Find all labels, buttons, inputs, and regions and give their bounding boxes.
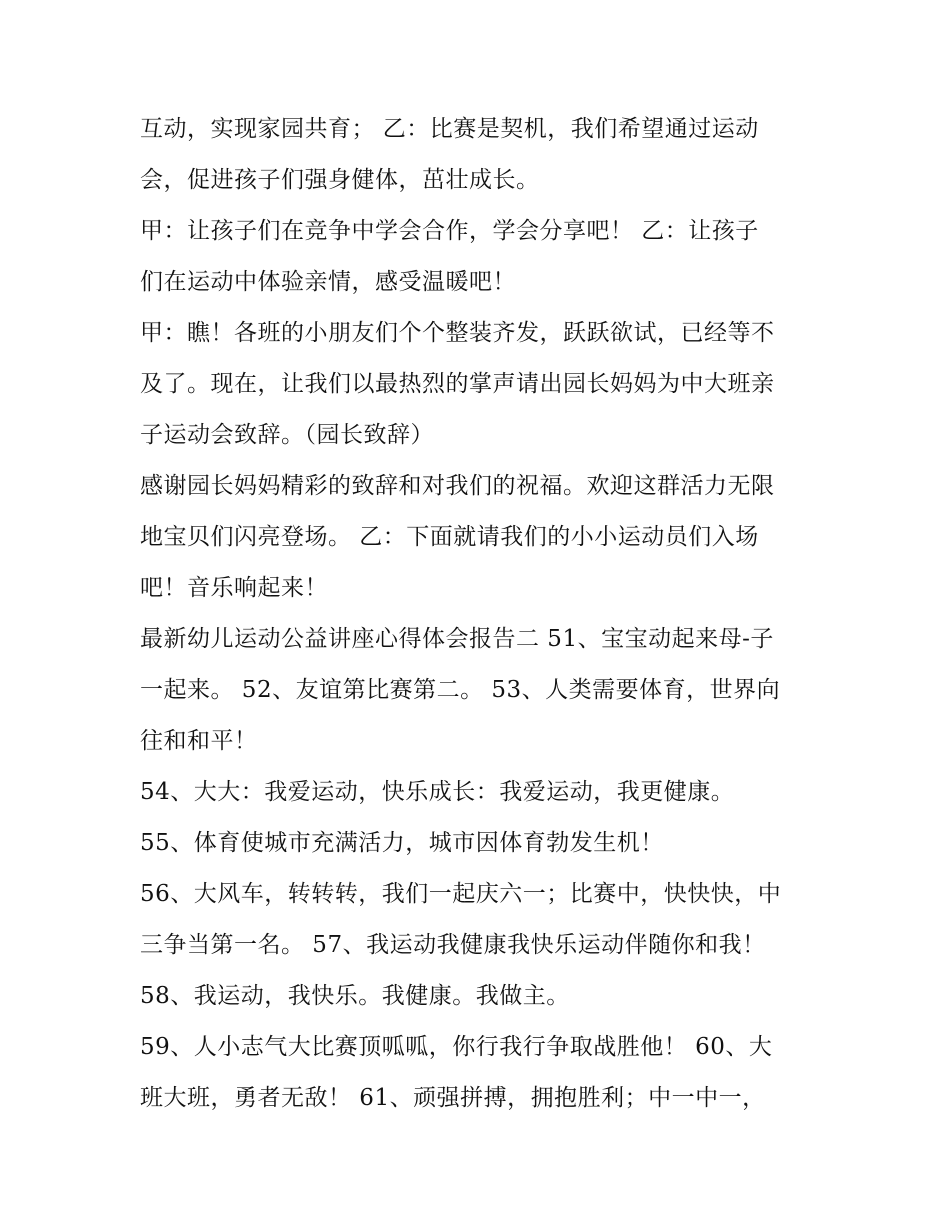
text-line: 甲：瞧！各班的小朋友们个个整装齐发，跃跃欲试，已经等不 [140, 320, 775, 346]
text-line: 54、大大：我爱运动，快乐成长：我爱运动，我更健康。 [140, 779, 735, 805]
text-line: 们在运动中体验亲情，感受温暖吧！ [140, 269, 516, 295]
text-line: 一起来。 52、友谊第比赛第二。 53、人类需要体育，世界向 [140, 677, 781, 703]
text-line: 往和和平！ [140, 728, 258, 754]
text-line: 地宝贝们闪亮登场。 乙：下面就请我们的小小运动员们入场 [140, 524, 759, 550]
text-line: 子运动会致辞。（园长致辞） [140, 422, 434, 448]
text-line: 及了。现在，让我们以最热烈的掌声请出园长妈妈为中大班亲 [140, 371, 775, 397]
text-line: 甲：让孩子们在竞争中学会合作，学会分享吧！ 乙：让孩子 [140, 218, 759, 244]
text-line: 三争当第一名。 57、我运动我健康我快乐运动伴随你和我！ [140, 932, 766, 958]
text-line: 55、体育使城市充满活力，城市因体育勃发生机！ [140, 830, 664, 856]
text-line: 最新幼儿运动公益讲座心得体会报告二 51、宝宝动起来母-子 [140, 626, 774, 652]
text-line: 班大班，勇者无敌！ 61、顽强拼搏，拥抱胜利；中一中一， [140, 1085, 766, 1111]
text-line: 吧！音乐响起来！ [140, 575, 328, 601]
text-line: 互动，实现家园共育； 乙：比赛是契机，我们希望通过运动 [140, 116, 759, 142]
document-body [140, 104, 820, 1124]
text-line: 59、人小志气大比赛顶呱呱，你行我行争取战胜他！ 60、大 [140, 1034, 773, 1060]
text-line: 56、大风车，转转转，我们一起庆六一；比赛中，快快快，中 [140, 881, 782, 907]
text-line: 感谢园长妈妈精彩的致辞和对我们的祝福。欢迎这群活力无限 [140, 473, 775, 499]
text-line: 会，促进孩子们强身健体，茁壮成长。 [140, 167, 540, 193]
text-line: 58、我运动，我快乐。我健康。我做主。 [140, 983, 570, 1009]
